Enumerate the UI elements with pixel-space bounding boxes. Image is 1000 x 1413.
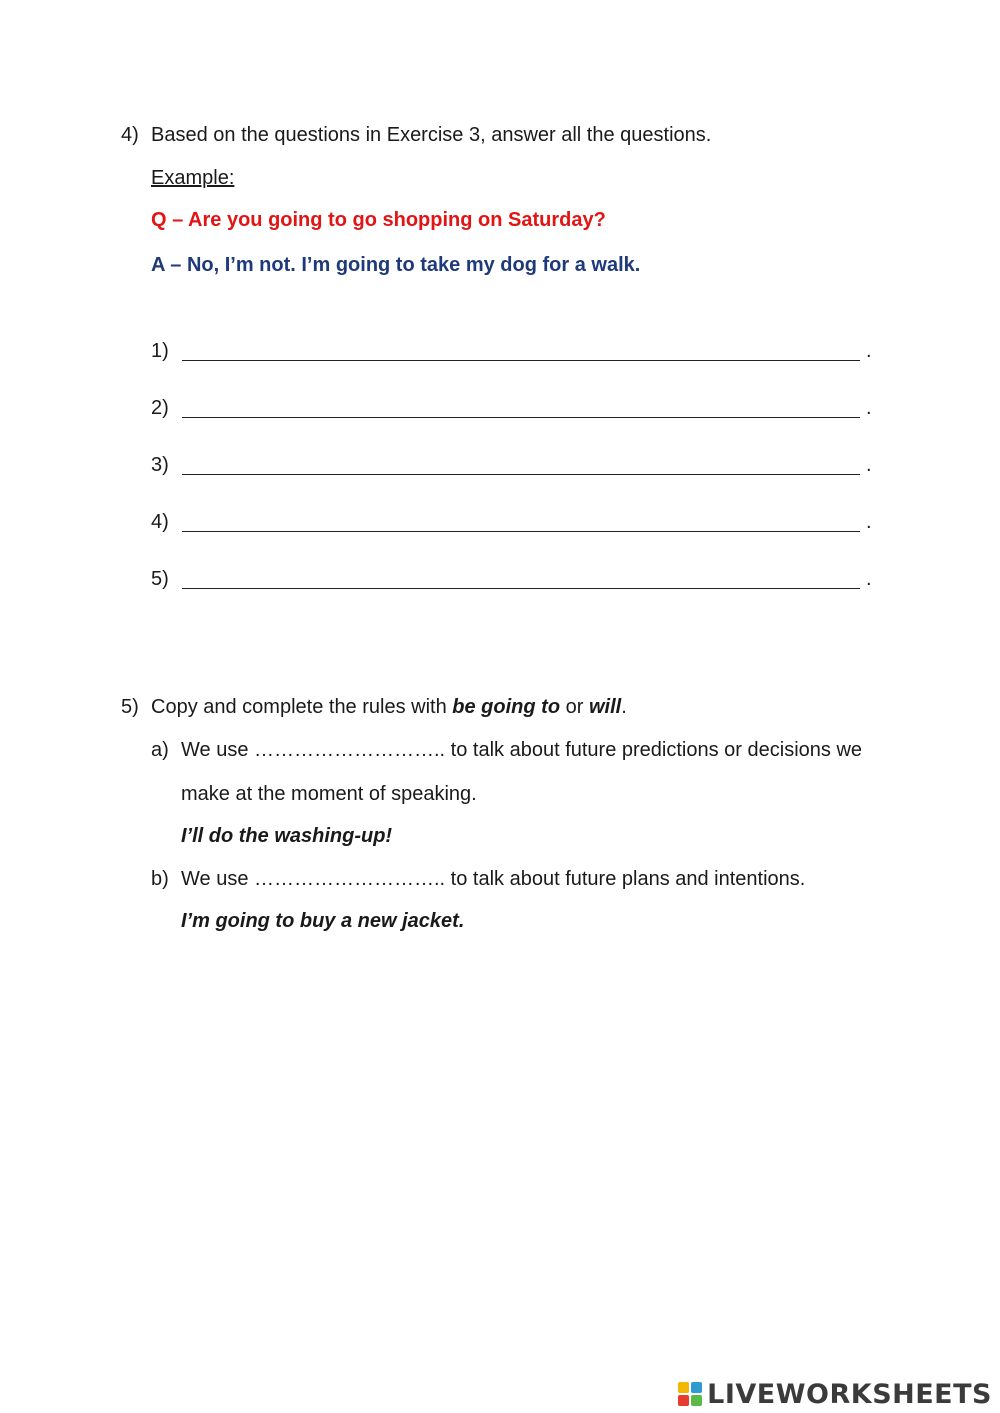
exercise-4-instruction: Based on the questions in Exercise 3, answer all the questions. [151, 124, 712, 146]
logo-square [678, 1382, 689, 1393]
instruction-text: . [621, 696, 627, 718]
answer-line-end: . [866, 397, 872, 419]
rule-a-line-2: make at the moment of speaking. [181, 783, 477, 805]
answer-line-number: 2) [151, 397, 169, 419]
answer-line-number: 4) [151, 511, 169, 533]
rule-b-example: I’m going to buy a new jacket. [181, 910, 465, 932]
rule-b-letter: b) [151, 868, 169, 890]
example-question: Q – Are you going to go shopping on Saturday? [151, 209, 606, 231]
liveworksheets-logo-icon [678, 1382, 702, 1406]
answer-blank[interactable] [182, 531, 860, 532]
answer-line-number: 5) [151, 568, 169, 590]
logo-square [691, 1395, 702, 1406]
answer-blank[interactable] [182, 417, 860, 418]
answer-blank[interactable] [182, 588, 860, 589]
answer-line-end: . [866, 511, 872, 533]
example-answer: A – No, I’m not. I’m going to take my dog for a walk. [151, 254, 641, 276]
exercise-5-number: 5) [121, 696, 139, 718]
answer-line-end: . [866, 454, 872, 476]
answer-line-number: 3) [151, 454, 169, 476]
liveworksheets-wordmark: LIVEWORKSHEETS [707, 1378, 992, 1410]
logo-square [678, 1395, 689, 1406]
instruction-will: will [588, 696, 622, 718]
instruction-text: or [560, 696, 589, 718]
answer-line-end: . [866, 568, 872, 590]
exercise-5-instruction [151, 696, 627, 719]
answer-line-end: . [866, 340, 872, 362]
logo-square [691, 1382, 702, 1393]
rule-b-line-1: We use ……………………….. to talk about future plans and intentions. [181, 868, 806, 890]
answer-blank[interactable] [182, 360, 860, 361]
instruction-be-going-to: be going to [452, 696, 561, 718]
rule-a-example: I’ll do the washing-up! [181, 825, 393, 847]
example-label: Example: [151, 167, 235, 189]
answer-line-number: 1) [151, 340, 169, 362]
rule-a-line-1: We use ……………………….. to talk about future predictions or decisions we [181, 739, 863, 761]
rule-a-letter: a) [151, 739, 169, 761]
answer-blank[interactable] [182, 474, 860, 475]
exercise-4-number: 4) [121, 124, 139, 146]
instruction-text: Copy and complete the rules with [151, 696, 453, 718]
liveworksheets-brand [678, 1379, 992, 1409]
